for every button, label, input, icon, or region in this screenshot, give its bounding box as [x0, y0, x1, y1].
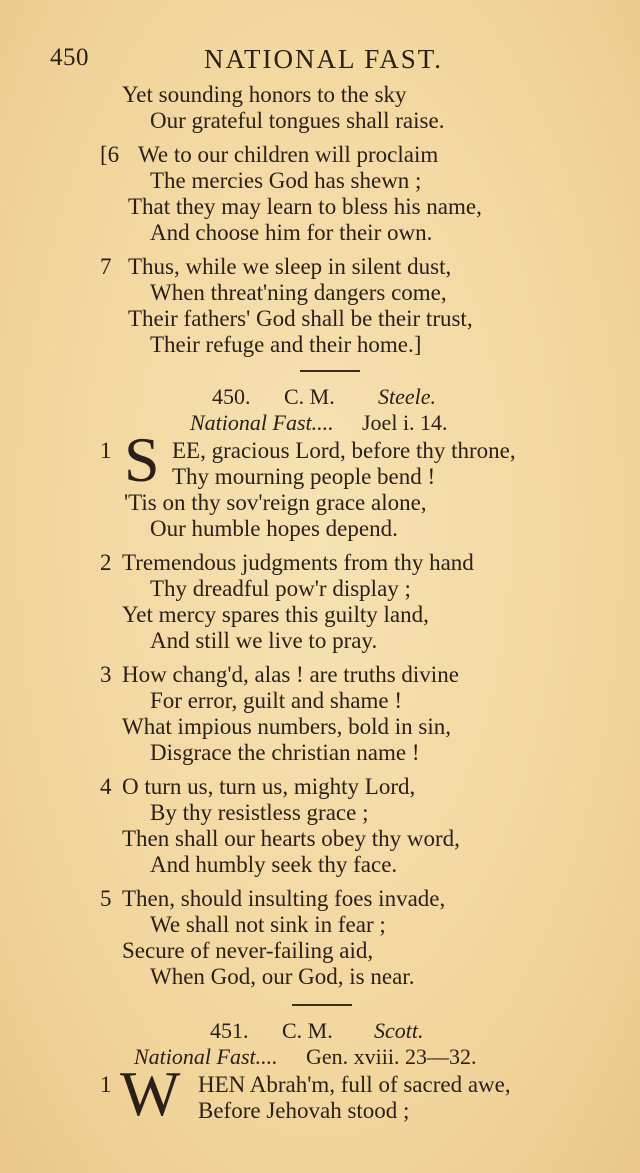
- verse-number: 4: [100, 774, 112, 799]
- poem-line: How chang'd, alas ! are truths divine: [122, 662, 459, 687]
- poem-line: And still we live to pray.: [150, 628, 378, 653]
- poem-line: By thy resistless grace ;: [150, 800, 369, 825]
- poem-line: Yet sounding honors to the sky: [122, 82, 407, 107]
- poem-line: Our humble hopes depend.: [150, 516, 398, 541]
- poem-line: Thus, while we sleep in silent dust,: [128, 254, 452, 279]
- section-divider: [292, 1004, 352, 1006]
- hymn-number: 451.: [210, 1018, 249, 1043]
- hymn-number: 450.: [212, 384, 251, 409]
- section-divider: [300, 370, 360, 372]
- verse-number: 1: [100, 1072, 112, 1097]
- scripture-reference: Gen. xviii. 23—32.: [306, 1044, 477, 1069]
- poem-line: Disgrace the christian name !: [150, 740, 420, 765]
- poem-line: We to our children will proclaim: [138, 142, 439, 167]
- poem-line: Their refuge and their home.]: [150, 332, 422, 357]
- poem-line: For error, guilt and shame !: [150, 688, 403, 713]
- poem-line: O turn us, turn us, mighty Lord,: [122, 774, 416, 799]
- poem-line: Our grateful tongues shall raise.: [150, 108, 445, 133]
- hymn-topic: National Fast....: [190, 410, 334, 435]
- hymn-topic: National Fast....: [134, 1044, 278, 1069]
- poem-line: When threat'ning dangers come,: [150, 280, 447, 305]
- verse-number: 7: [100, 254, 112, 279]
- verse-number: 1: [100, 438, 112, 463]
- poem-line: That they may learn to bless his name,: [128, 194, 482, 219]
- poem-line: Then, should insulting foes invade,: [122, 886, 446, 911]
- drop-cap: S: [124, 424, 160, 495]
- poem-line: The mercies God has shewn ;: [150, 168, 422, 193]
- hymn-author: Steele.: [378, 384, 437, 409]
- poem-line: HEN Abrah'm, full of sacred awe,: [198, 1072, 511, 1097]
- poem-line: And choose him for their own.: [150, 220, 433, 245]
- poem-line: Secure of never-failing aid,: [122, 938, 374, 963]
- hymn-meter: C. M.: [284, 384, 335, 409]
- scripture-reference: Joel i. 14.: [362, 410, 448, 435]
- poem-line: And humbly seek thy face.: [150, 852, 398, 877]
- poem-line: Thy mourning people bend !: [172, 464, 436, 489]
- hymn-meter: C. M.: [282, 1018, 333, 1043]
- poem-line: Then shall our hearts obey thy word,: [122, 826, 460, 851]
- hymn-author: Scott.: [374, 1018, 424, 1043]
- poem-line: Yet mercy spares this guilty land,: [122, 602, 429, 627]
- poem-line: Thy dreadful pow'r display ;: [150, 576, 411, 601]
- poem-line: Their fathers' God shall be their trust,: [128, 306, 473, 331]
- verse-number: 5: [100, 886, 112, 911]
- verse-number: [6: [100, 142, 120, 167]
- running-title: NATIONAL FAST.: [204, 44, 443, 74]
- poem-line: When God, our God, is near.: [150, 964, 415, 989]
- page-number: 450: [50, 44, 89, 71]
- verse-number: 2: [100, 550, 112, 575]
- poem-line: Tremendous judgments from thy hand: [122, 550, 474, 575]
- poem-line: 'Tis on thy sov'reign grace alone,: [124, 490, 427, 515]
- poem-line: Before Jehovah stood ;: [198, 1098, 410, 1123]
- drop-cap: W: [120, 1058, 181, 1129]
- verse-number: 3: [100, 662, 112, 687]
- poem-line: What impious numbers, bold in sin,: [122, 714, 452, 739]
- poem-line: We shall not sink in fear ;: [150, 912, 386, 937]
- poem-line: EE, gracious Lord, before thy throne,: [172, 438, 516, 463]
